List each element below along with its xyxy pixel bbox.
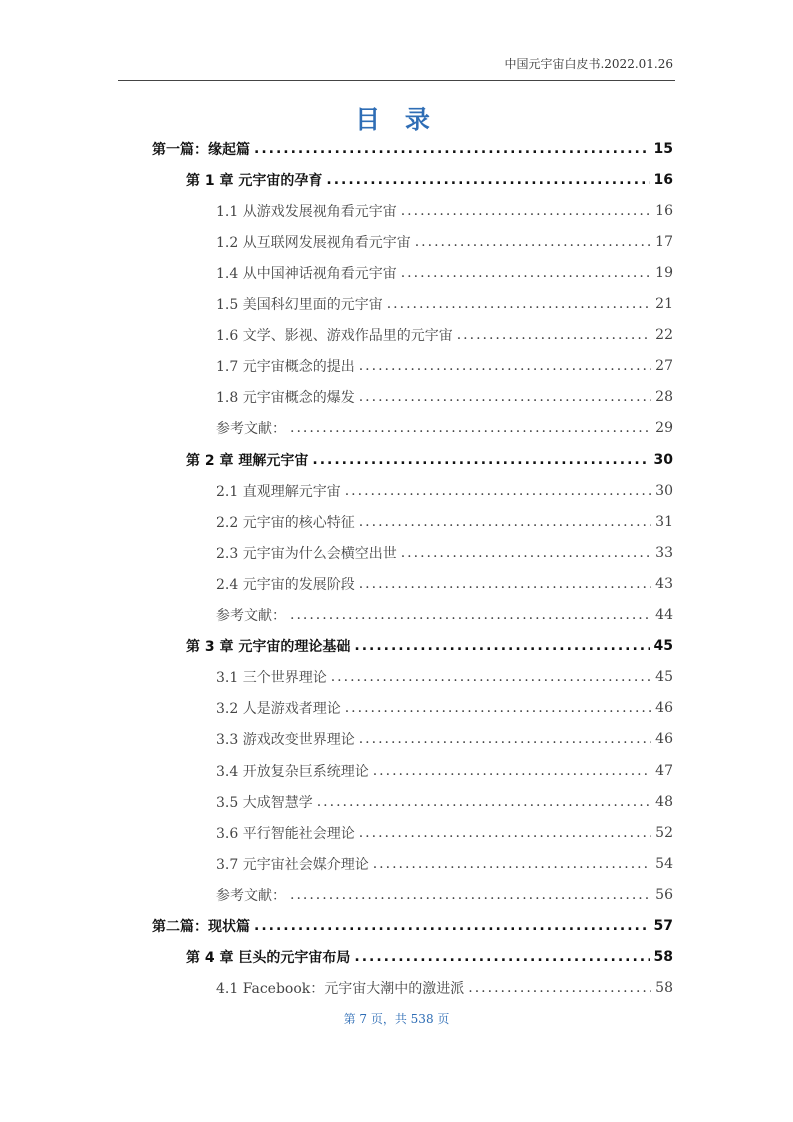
toc-leader-dots: [354, 949, 649, 965]
toc-entry-page: 16: [653, 171, 673, 188]
toc-entry-section[interactable]: [216, 289, 673, 320]
toc-entry-section[interactable]: [216, 817, 673, 848]
toc-entry-label: 3.3 游戏改变世界理论: [216, 732, 355, 749]
toc-leader-dots: [359, 731, 651, 747]
toc-entry-page: 47: [655, 762, 673, 779]
toc-leader-dots: [387, 296, 651, 312]
toc-entry-section[interactable]: [216, 662, 673, 693]
toc-entry-page: 16: [655, 202, 673, 219]
toc-leader-dots: [354, 638, 649, 654]
toc-entry-page: 48: [655, 793, 673, 810]
toc-entry-section[interactable]: [216, 755, 673, 786]
toc-leader-dots: [401, 265, 651, 281]
toc-entry-label: 2.1 直观理解元宇宙: [216, 483, 341, 500]
document-header: 中国元宇宙白皮书.2022.01.26: [504, 57, 673, 71]
toc-entry-label: 3.1 三个世界理论: [216, 670, 327, 687]
toc-entry-part[interactable]: [152, 911, 673, 942]
toc-leader-dots: [345, 483, 651, 499]
toc-entry-page: 29: [655, 420, 673, 437]
toc-leader-dots: [331, 669, 651, 685]
toc-entry-chapter[interactable]: [186, 942, 673, 973]
toc-entry-label: 1.7 元宇宙概念的提出: [216, 359, 355, 376]
toc-leader-dots: [254, 141, 650, 157]
toc-entry-page: 30: [655, 482, 673, 499]
toc-entry-section[interactable]: [216, 506, 673, 537]
toc-leader-dots: [457, 327, 651, 343]
toc-entry-section[interactable]: [216, 413, 673, 444]
toc-entry-label: 第 1 章 元宇宙的孕育: [186, 172, 323, 189]
page-footer: 第 7 页，共 538 页: [343, 1012, 450, 1026]
toc-leader-dots: [359, 576, 651, 592]
toc-entry-section[interactable]: [216, 537, 673, 568]
toc-leader-dots: [359, 358, 651, 374]
toc-leader-dots: [290, 607, 651, 623]
toc-entry-page: 30: [653, 451, 673, 468]
toc-leader-dots: [290, 420, 651, 436]
toc-leader-dots: [359, 825, 651, 841]
toc-entry-page: 46: [655, 700, 673, 717]
toc-entry-page: 22: [655, 327, 673, 344]
toc-entry-label: 第 4 章 巨头的元宇宙布局: [186, 950, 351, 967]
toc-entry-label: 1.6 文学、影视、游戏作品里的元宇宙: [216, 328, 453, 345]
toc-leader-dots: [401, 545, 651, 561]
toc-leader-dots: [312, 452, 649, 468]
toc-entry-page: 44: [655, 607, 673, 623]
toc-leader-dots: [401, 203, 651, 219]
toc-leader-dots: [359, 389, 651, 405]
toc-entry-label: 3.7 元宇宙社会媒介理论: [216, 856, 369, 873]
toc-leader-dots: [359, 514, 651, 530]
toc-entry-section[interactable]: [216, 257, 673, 288]
toc-entry-section[interactable]: [216, 568, 673, 599]
toc-leader-dots: [373, 763, 651, 779]
toc-entry-page: 54: [655, 855, 673, 872]
toc-entry-section[interactable]: [216, 724, 673, 755]
toc-entry-section[interactable]: [216, 848, 673, 879]
toc-entry-section[interactable]: [216, 879, 673, 910]
toc-entry-page: 19: [655, 264, 673, 281]
toc-leader-dots: [254, 918, 650, 934]
toc-entry-chapter[interactable]: [186, 444, 673, 475]
toc-entry-page: 45: [655, 669, 673, 686]
toc-entry-page: 31: [655, 513, 673, 530]
toc-entry-page: 21: [655, 296, 673, 312]
toc-entry-label: 3.4 开放复杂巨系统理论: [216, 763, 369, 780]
toc-leader-dots: [415, 234, 651, 250]
toc-entry-chapter[interactable]: [186, 164, 673, 195]
toc-entry-label: 1.4 从中国神话视角看元宇宙: [216, 265, 397, 282]
toc-entry-page: 28: [655, 389, 673, 406]
toc-entry-label: 3.6 平行智能社会理论: [216, 825, 355, 842]
toc-entry-section[interactable]: [216, 226, 673, 257]
toc-entry-section[interactable]: [216, 973, 673, 1004]
toc-title: 目 录: [355, 105, 438, 134]
toc-entry-label: 1.1 从游戏发展视角看元宇宙: [216, 203, 397, 220]
toc-entry-page: 43: [655, 575, 673, 592]
toc-entry-part[interactable]: [152, 133, 673, 164]
toc-entry-section[interactable]: [216, 382, 673, 413]
toc-entry-label: 3.5 大成智慧学: [216, 794, 313, 811]
toc-entry-section[interactable]: [216, 195, 673, 226]
toc-entry-label: 4.1 Facebook：元宇宙大潮中的激进派: [216, 981, 465, 998]
toc-entry-label: 2.4 元宇宙的发展阶段: [216, 576, 355, 593]
toc-leader-dots: [468, 980, 651, 996]
toc-entry-label: 第一篇：缘起篇: [152, 141, 250, 158]
toc-entry-section[interactable]: [216, 475, 673, 506]
toc-entry-section[interactable]: [216, 351, 673, 382]
toc-entry-section[interactable]: [216, 786, 673, 817]
toc-entry-page: 45: [653, 638, 673, 655]
toc-entry-label: 第 3 章 元宇宙的理论基础: [186, 639, 351, 656]
toc-leader-dots: [317, 794, 651, 810]
toc-entry-page: 58: [655, 980, 673, 997]
toc-leader-dots: [373, 856, 651, 872]
toc-entry-section[interactable]: [216, 600, 673, 631]
toc-entry-page: 57: [653, 918, 673, 934]
toc-entry-page: 52: [655, 824, 673, 841]
toc-entry-page: 56: [655, 886, 673, 903]
toc-entry-label: 参考文献：: [216, 608, 286, 624]
toc-entry-label: 1.2 从互联网发展视角看元宇宙: [216, 234, 411, 251]
toc-leader-dots: [326, 172, 649, 188]
header-divider: [118, 80, 675, 81]
toc-entry-page: 58: [653, 949, 673, 966]
toc-leader-dots: [290, 887, 651, 903]
toc-entry-label: 1.5 美国科幻里面的元宇宙: [216, 297, 383, 313]
toc-entry-section[interactable]: [216, 693, 673, 724]
toc-entry-page: 15: [653, 140, 673, 157]
toc-entry-page: 27: [655, 358, 673, 375]
toc-entry-label: 1.8 元宇宙概念的爆发: [216, 390, 355, 407]
toc-entry-label: 第 2 章 理解元宇宙: [186, 452, 309, 469]
toc-entry-section[interactable]: [216, 320, 673, 351]
toc-entry-chapter[interactable]: [186, 631, 673, 662]
toc-entry-label: 第二篇：现状篇: [152, 919, 250, 935]
toc-entry-page: 17: [655, 233, 673, 250]
toc-entry-page: 46: [655, 731, 673, 748]
toc-entry-page: 33: [655, 544, 673, 561]
toc-leader-dots: [345, 700, 651, 716]
toc-entry-label: 2.2 元宇宙的核心特征: [216, 514, 355, 531]
toc-entry-label: 3.2 人是游戏者理论: [216, 701, 341, 718]
toc-entry-label: 2.3 元宇宙为什么会横空出世: [216, 545, 397, 562]
toc-entry-label: 参考文献：: [216, 887, 286, 904]
toc-entry-label: 参考文献：: [216, 421, 286, 438]
